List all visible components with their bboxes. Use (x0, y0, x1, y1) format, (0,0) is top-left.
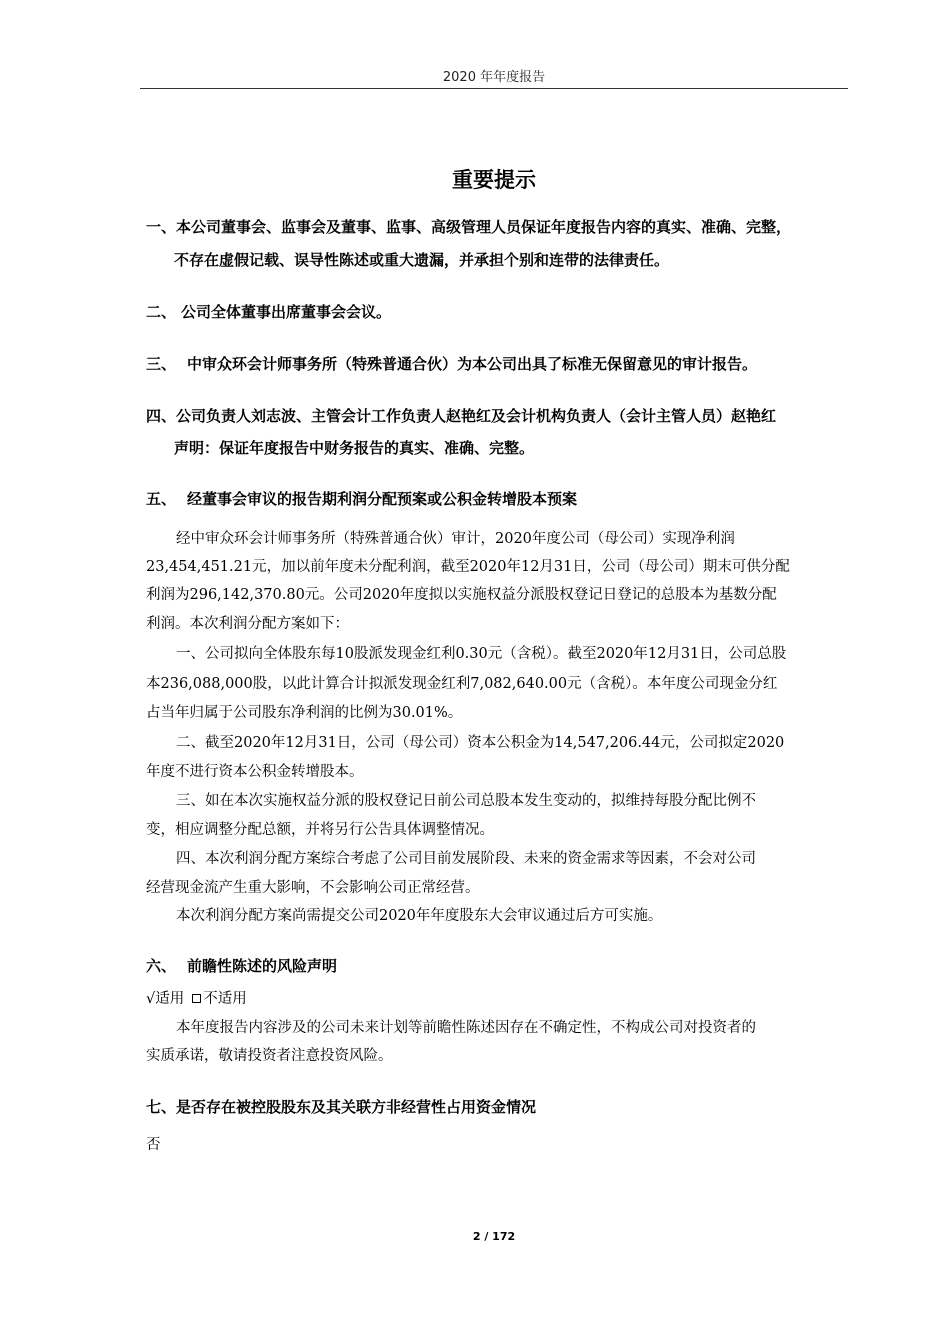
section-5-number: 五、 (146, 490, 177, 508)
section-7-heading (146, 1096, 536, 1117)
section-4-line-1 (146, 405, 776, 426)
section-3-text: 中审众环会计师事务所（特殊普通合伙）为本公司出具了标准无保留意见的审计报告。 (187, 355, 758, 373)
section-5-para-line: 四、本次利润分配方案综合考虑了公司目前发展阶段、未来的资金需求等因素，不会对公司 (176, 851, 756, 867)
section-6-heading (146, 955, 337, 976)
section-6-number: 六、 (146, 957, 177, 975)
section-1-line-1 (146, 216, 791, 237)
section-5-para-line: 一、公司拟向全体股东每10股派发现金红利0.30元（含税）。截至2020年12月31日，公司总股 (176, 646, 787, 662)
section-5-heading (146, 488, 577, 509)
section-5-para-line: 利润。本次利润分配方案如下： (146, 616, 349, 632)
section-2-text: 公司全体董事出席董事会会议。 (181, 303, 392, 321)
not-applicable-option: 不适用 (203, 991, 247, 1007)
section-5-para-line: 经中审众环会计师事务所（特殊普通合伙）审计，2020年度公司（母公司）实现净利润 (176, 531, 735, 547)
section-5-para-line: 三、如在本次实施权益分派的股权登记日前公司总股本发生变动的，拟维持每股分配比例不 (176, 793, 756, 809)
section-5-para-line: 年度不进行资本公积金转增股本。 (146, 764, 364, 780)
section-6-para-line: 本年度报告内容涉及的公司未来计划等前瞻性陈述因存在不确定性，不构成公司对投资者的 (176, 1020, 756, 1036)
section-2 (146, 301, 391, 322)
section-3-number: 三、 (146, 355, 177, 373)
section-7-number: 七、 (146, 1098, 177, 1116)
section-4-text-1: 公司负责人刘志波、主管会计工作负责人赵艳红及会计机构负责人（会计主管人员）赵艳红 (176, 407, 777, 425)
section-5-para-line: 经营现金流产生重大影响，不会影响公司正常经营。 (146, 880, 480, 896)
section-4-line-2: 声明：保证年度报告中财务报告的真实、准确、完整。 (174, 439, 535, 457)
report-header: 2020 年年度报告 (442, 70, 546, 85)
section-7-answer: 否 (146, 1137, 161, 1153)
section-3 (146, 353, 757, 374)
section-4-number: 四、 (146, 407, 177, 425)
section-1-text-1: 本公司董事会、监事会及董事、监事、高级管理人员保证年度报告内容的真实、准确、完整， (176, 218, 792, 236)
section-5-title: 经董事会审议的报告期利润分配预案或公积金转增股本预案 (187, 490, 578, 508)
section-5-para-line: 利润为296,142,370.80元。公司2020年度拟以实施权益分派股权登记日登记的总股本为基数分配 (146, 587, 777, 603)
page-title: 重要提示 (452, 168, 536, 192)
section-5-para-line: 23,454,451.21元，加以前年度未分配利润，截至2020年12月31日，公司（母公司）期末可供分配 (146, 559, 790, 575)
section-6-title: 前瞻性陈述的风险声明 (187, 957, 338, 975)
section-5-para-line: 本次利润分配方案尚需提交公司2020年年度股东大会审议通过后方可实施。 (176, 908, 663, 924)
section-7-title: 是否存在被控股股东及其关联方非经营性占用资金情况 (176, 1098, 537, 1116)
section-2-number: 二、 (146, 303, 177, 321)
section-5-para-line: 变，相应调整分配总额，并将另行公告具体调整情况。 (146, 822, 494, 838)
section-1-number: 一、 (146, 218, 177, 236)
header-divider (140, 88, 848, 89)
section-5-para-line: 本236,088,000股，以此计算合计拟派发现金红利7,082,640.00元（含税）。本年度公司现金分红 (146, 676, 778, 692)
section-5-para-line: 二、截至2020年12月31日，公司（母公司）资本公积金为14,547,206.44元，公司拟定2020 (176, 735, 785, 751)
section-6-para-line: 实质承诺，敬请投资者注意投资风险。 (146, 1048, 393, 1064)
applicability-row (146, 987, 247, 1008)
applicable-option: √适用 (146, 991, 185, 1007)
page-number: 2 / 172 (472, 1230, 516, 1243)
section-5-para-line: 占当年归属于公司股东净利润的比例为30.01%。 (146, 705, 463, 721)
section-1-line-2: 不存在虚假记载、误导性陈述或重大遗漏，并承担个别和连带的法律责任。 (174, 251, 670, 269)
empty-checkbox-icon (192, 994, 201, 1003)
